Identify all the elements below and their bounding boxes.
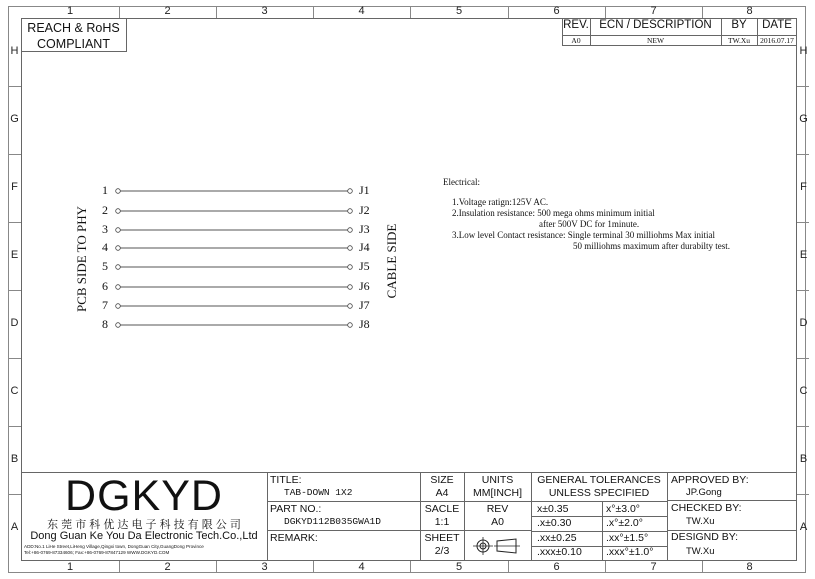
row-label-right: H: [799, 45, 808, 57]
ecn-cell: NEW: [646, 36, 665, 45]
pin-terminal-right: [348, 228, 353, 233]
electrical-notes: [443, 177, 730, 252]
column-label-top: 4: [358, 5, 365, 17]
row-label-left: F: [11, 181, 18, 193]
ecn-header: ECN / DESCRIPTION: [599, 19, 712, 31]
pin-label-right: J8: [359, 317, 370, 331]
pin-terminal-right: [348, 323, 353, 328]
pin-label-right: J5: [359, 259, 370, 273]
pin-terminal-right: [348, 246, 353, 251]
part-label: PART NO.:: [270, 503, 322, 515]
column-label-bottom: 1: [66, 561, 74, 573]
sheet-value: 2/3: [434, 545, 450, 557]
electrical-line-5: 50 milliohms maximum after durabilty test.: [573, 241, 730, 251]
pin-label-right: J3: [359, 222, 370, 236]
date-cell: 2016.07.17: [760, 36, 794, 45]
row-label-left: A: [10, 520, 19, 533]
tolerance-angular-3: .xxx°±1.0°: [606, 546, 654, 558]
title-label: TITLE:: [270, 474, 302, 486]
tolerance-angular-0: x°±3.0°: [606, 503, 641, 515]
column-label-bottom: 3: [261, 561, 268, 573]
rev-value: A0: [491, 516, 504, 528]
electrical-line-1: 1.Voltage ratign:125V AC.: [452, 197, 549, 207]
pin-terminal-left: [116, 304, 121, 309]
tolerance-heading-2: UNLESS SPECIFIED: [548, 487, 650, 499]
company-name-cn: 东 莞 市 科 优 达 电 子 科 技 有 限 公 司: [47, 519, 241, 531]
tolerance-linear-0: x±0.35: [537, 503, 569, 515]
row-label-right: B: [799, 453, 808, 465]
column-label-top: 7: [650, 5, 657, 17]
pin-terminal-left: [116, 265, 121, 270]
column-label-top: 2: [164, 5, 171, 17]
by-cell: TW.Xu: [727, 36, 750, 45]
column-label-bottom: 7: [650, 561, 657, 573]
electrical-line-4: 3.Low level Contact resistance: Single terminal 30 milliohms Max initial: [452, 230, 715, 240]
cable-side-label: CABLE SIDE: [384, 223, 399, 299]
column-label-top: 3: [261, 5, 268, 17]
pin-label-left: 1: [102, 183, 108, 197]
company-name-en: Dong Guan Ke You Da Electronic Tech.Co.,Ltd: [30, 530, 258, 542]
pin-terminal-left: [116, 189, 121, 194]
tolerance-linear-3: .xxx±0.10: [537, 546, 582, 558]
units-label: UNITS: [481, 474, 514, 486]
pin-label-left: 5: [102, 259, 108, 273]
approved-label: APPROVED BY:: [671, 474, 749, 486]
pin-terminal-right: [348, 304, 353, 309]
column-label-bottom: 8: [746, 561, 753, 573]
size-label: SIZE: [430, 474, 454, 486]
column-label-top: 6: [553, 5, 560, 17]
pin-label-left: 4: [102, 240, 108, 254]
by-header: BY: [731, 19, 747, 31]
tolerance-angular-1: .x°±2.0°: [606, 517, 643, 529]
row-label-left: G: [10, 113, 19, 125]
column-label-bottom: 6: [553, 561, 560, 573]
pcb-side-label: PCB SIDE TO PHY: [74, 205, 89, 313]
remark-label: REMARK:: [270, 532, 318, 544]
column-label-bottom: 2: [164, 561, 171, 573]
row-label-left: D: [10, 317, 19, 329]
pin-terminal-right: [348, 209, 353, 214]
designed-value: TW.Xu: [686, 546, 715, 557]
compliance-line2: COMPLIANT: [37, 37, 110, 51]
third-angle-projection-icon: [470, 536, 526, 556]
pin-label-right: J6: [359, 279, 370, 293]
pin-label-left: 3: [102, 222, 108, 236]
pin-label-left: 7: [102, 298, 108, 312]
row-label-right: D: [799, 317, 808, 329]
company-address: ADD:No.1 LiHe Street,LiHeng Village,Qingxi town, DongGuan City,GuangDong Province: [24, 544, 204, 549]
pin-terminal-left: [116, 246, 121, 251]
tolerance-heading-1: GENERAL TOLERANCES: [537, 474, 661, 486]
pin-label-right: J2: [359, 203, 370, 217]
pin-terminal-left: [116, 209, 121, 214]
column-label-top: 8: [746, 5, 753, 17]
designed-label: DESIGND BY:: [671, 531, 739, 543]
part-value: DGKYD112B035GWA1D: [284, 516, 381, 527]
size-value: A4: [435, 487, 449, 499]
checked-label: CHECKED BY:: [671, 502, 742, 514]
row-label-right: G: [799, 113, 808, 125]
approved-value: JP.Gong: [686, 487, 722, 498]
units-value: MM[INCH]: [473, 487, 522, 499]
electrical-line-3: after 500V DC for 1minute.: [539, 219, 640, 229]
pin-terminal-right: [348, 265, 353, 270]
rev-label: REV: [486, 503, 509, 515]
company-contact: Tel:+86-0769-87334606; Fax:+86-0769-87847129 WWW.DGKYD.COM: [24, 550, 170, 555]
pin-label-right: J7: [359, 298, 370, 312]
rev-header: REV.: [563, 19, 589, 31]
row-label-right: F: [800, 181, 807, 193]
column-label-top: 1: [66, 5, 74, 17]
pin-label-left: 6: [102, 279, 108, 293]
electrical-line-2: 2.Insulation resistance: 500 mega ohms minimum initial: [452, 208, 655, 218]
scale-value: 1:1: [434, 516, 450, 528]
row-label-left: C: [10, 385, 19, 397]
pin-terminal-left: [116, 285, 121, 290]
column-label-bottom: 4: [358, 561, 365, 573]
pin-terminal-left: [116, 323, 121, 328]
date-header: DATE: [762, 19, 792, 31]
tolerance-linear-1: .x±0.30: [537, 517, 572, 529]
pin-label-left: 8: [102, 317, 108, 331]
column-label-bottom: 5: [455, 561, 463, 573]
scale-label: SACLE: [424, 503, 460, 515]
row-label-right: E: [799, 249, 808, 261]
pin-label-right: J1: [359, 183, 370, 197]
company-logo: DGKYD: [65, 472, 223, 520]
row-label-left: B: [10, 453, 19, 465]
row-label-left: E: [10, 249, 19, 261]
pin-label-right: J4: [359, 240, 370, 254]
title-value: TAB-DOWN 1X2: [284, 487, 353, 498]
compliance-line1: REACH & RoHS: [27, 21, 120, 35]
rev-cell: A0: [571, 36, 581, 45]
sheet-label: SHEET: [424, 532, 460, 544]
row-label-right: A: [799, 520, 808, 533]
row-label-right: C: [799, 385, 808, 397]
pin-terminal-left: [116, 228, 121, 233]
tolerance-linear-2: .xx±0.25: [537, 532, 577, 544]
checked-value: TW.Xu: [686, 516, 715, 527]
column-label-top: 5: [455, 5, 463, 17]
pin-label-left: 2: [102, 203, 108, 217]
tolerance-angular-2: .xx°±1.5°: [606, 532, 649, 544]
pin-terminal-right: [348, 189, 353, 194]
pin-terminal-right: [348, 285, 353, 290]
row-label-left: H: [10, 45, 19, 57]
electrical-heading: Electrical:: [443, 177, 480, 187]
